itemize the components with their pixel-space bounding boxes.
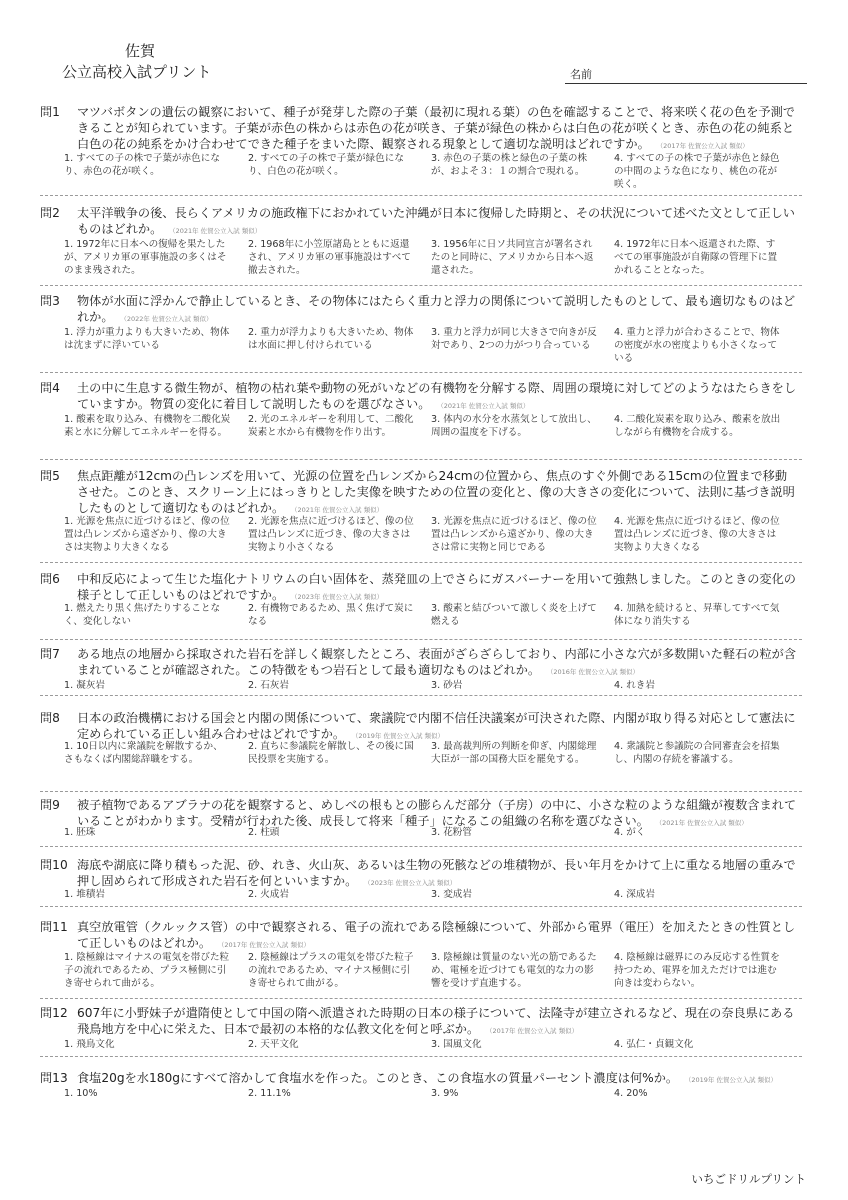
question-source: （2021年 佐賀公立入試 類似） bbox=[658, 819, 748, 827]
question-source: （2023年 佐賀公立入試 類似） bbox=[367, 879, 457, 887]
answer-option-4[interactable]: 4. 衆議院と参議院の合同審査会を招集し、内閣の存続を審議する。 bbox=[614, 741, 780, 765]
question-source: （2021年 佐賀公立入試 類似） bbox=[440, 402, 530, 410]
question-text: 日本の政治機構における国会と内閣の関係について、衆議院で内閣不信任決議案が可決された際、内閣が取り得る対応として憲法に定められている正しい組み合わせはどれですか。 （2019年 佐賀公立入試 類似） bbox=[77, 711, 796, 741]
question-text: 焦点距離が12cmの凸レンズを用いて、光源の位置を凸レンズから24cmの位置から、焦点のすぐ外側である15cmの位置まで移動させた。このとき、スクリーン上にはっきりとした実像を映すための位置の変化と、像の大きさの変化について、法則に基づき説明したものとして適切なものはどれか。 （2021年 佐賀公立入試 類似） bbox=[77, 469, 795, 515]
answer-option-3[interactable]: 3. 光源を焦点に近づけるほど、像の位置は凸レンズから遠ざかり、像の大きさは常に実物と同じである bbox=[431, 516, 597, 553]
answer-option-1[interactable]: 1. 堆積岩 bbox=[64, 889, 105, 900]
question-6 bbox=[40, 571, 802, 640]
answer-option-3[interactable]: 3. 重力と浮力が同じ大きさで向きが反対であり、2つの力がつり合っている bbox=[431, 327, 597, 351]
page-title-prefecture: 佐賀 bbox=[125, 42, 156, 60]
name-label: 名前 bbox=[570, 68, 592, 81]
question-number: 問8 bbox=[40, 711, 60, 725]
question-text: 海底や湖底に降り積もった泥、砂、れき、火山灰、あるいは生物の死骸などの堆積物が、長い年月をかけて上に重なる地層の重みで押し固められて形成された岩石を何といいますか。 （2023年 佐賀公立入試 類似） bbox=[77, 858, 796, 888]
answer-option-3[interactable]: 3. 花粉管 bbox=[431, 827, 472, 838]
answer-option-2[interactable]: 2. 天平文化 bbox=[248, 1039, 299, 1050]
answer-option-3[interactable]: 3. 変成岩 bbox=[431, 889, 472, 900]
answer-option-4[interactable]: 4. すべての子の株で子葉が赤色と緑色の中間のような色になり、桃色の花が咲く。 bbox=[614, 153, 780, 190]
answer-option-2[interactable]: 2. 光のエネルギーを利用して、二酸化炭素と水から有機物を作り出す。 bbox=[248, 414, 414, 438]
answer-option-3[interactable]: 3. 最高裁判所の判断を仰ぎ、内閣総理大臣が一部の国務大臣を罷免する。 bbox=[431, 741, 597, 765]
answer-option-3[interactable]: 3. 砂岩 bbox=[431, 680, 463, 691]
question-11 bbox=[40, 919, 802, 999]
question-source: （2019年 佐賀公立入試 類似） bbox=[355, 732, 445, 740]
question-text: 真空放電管（クルックス管）の中で観察される、電子の流れである陰極線について、外部から電界（電圧）を加えたときの性質として正しいものはどれか。 （2017年 佐賀公立入試 類似） bbox=[77, 920, 796, 950]
question-5 bbox=[40, 468, 802, 563]
answer-option-2[interactable]: 2. 11.1% bbox=[248, 1088, 291, 1099]
question-7 bbox=[40, 646, 802, 696]
answer-option-1[interactable]: 1. 胚珠 bbox=[64, 827, 96, 838]
question-number: 問3 bbox=[40, 294, 60, 308]
question-source: （2022年 佐賀公立入試 類似） bbox=[123, 315, 213, 323]
question-source: （2017年 佐賀公立入試 類似） bbox=[221, 941, 310, 949]
question-text: ある地点の地層から採取された岩石を詳しく観察したところ、表面がざらざらしており、内部に小さな穴が多数開いた軽石の粒が含まれていることが確認された。この特徴をもつ岩石として最も適切なものはどれか。 （2016年 佐賀公立入試 類似） bbox=[77, 647, 797, 677]
page-title: 公立高校入試プリント bbox=[62, 63, 212, 81]
answer-option-4[interactable]: 4. 深成岩 bbox=[614, 889, 655, 900]
answer-option-1[interactable]: 1. 燃えたり黒く焦げたりすることなく、変化しない bbox=[64, 603, 221, 627]
answer-option-2[interactable]: 2. 光源を焦点に近づけるほど、像の位置は凸レンズに近づき、像の大きさは実物より小さくなる bbox=[248, 516, 414, 553]
question-number: 問9 bbox=[40, 798, 60, 812]
answer-option-3[interactable]: 3. 1956年に日ソ共同宣言が署名されたのと同時に、アメリカから日本へ返還された。 bbox=[431, 239, 594, 276]
name-field[interactable] bbox=[565, 83, 807, 84]
answer-option-4[interactable]: 4. れき岩 bbox=[614, 680, 655, 691]
question-number: 問4 bbox=[40, 381, 60, 395]
answer-option-1[interactable]: 1. 光源を焦点に近づけるほど、像の位置は凸レンズから遠ざかり、像の大きさは実物より大きくなる bbox=[64, 516, 230, 553]
question-2 bbox=[40, 205, 802, 286]
question-number: 問5 bbox=[40, 469, 60, 483]
answer-option-3[interactable]: 3. 体内の水分を水蒸気として放出し、周囲の温度を下げる。 bbox=[431, 414, 597, 438]
question-text: 太平洋戦争の後、長らくアメリカの施政権下におかれていた沖縄が日本に復帰した時期と、その状況について述べた文として正しいものはどれか。 （2021年 佐賀公立入試 類似） bbox=[77, 206, 795, 236]
answer-option-4[interactable]: 4. 二酸化炭素を取り込み、酸素を放出しながら有機物を合成する。 bbox=[614, 414, 781, 438]
question-number: 問2 bbox=[40, 206, 60, 220]
question-9 bbox=[40, 797, 802, 847]
answer-option-3[interactable]: 3. 9% bbox=[431, 1088, 459, 1099]
question-number: 問10 bbox=[40, 858, 68, 872]
question-3 bbox=[40, 293, 802, 373]
answer-option-4[interactable]: 4. がく bbox=[614, 827, 646, 838]
answer-option-3[interactable]: 3. 赤色の子葉の株と緑色の子葉の株が、およそ３：１の割合で現れる。 bbox=[431, 153, 588, 177]
answer-option-3[interactable]: 3. 陰極線は質量のない光の筋であるため、電極を近づけても電気的な力の影響を受けず直進する。 bbox=[431, 952, 597, 989]
question-number: 問1 bbox=[40, 105, 60, 119]
question-source: （2017年 佐賀公立入試 類似） bbox=[489, 1027, 579, 1035]
question-text: 物体が水面に浮かんで静止しているとき、その物体にはたらく重力と浮力の関係について説明したものとして、最も適切なものはどれか。 （2022年 佐賀公立入試 類似） bbox=[77, 294, 796, 324]
question-source: （2021年 佐賀公立入試 類似） bbox=[294, 506, 384, 514]
answer-option-1[interactable]: 1. 酸素を取り込み、有機物を二酸化炭素と水に分解してエネルギーを得る。 bbox=[64, 414, 231, 438]
question-8 bbox=[40, 710, 802, 792]
answer-option-4[interactable]: 4. 加熱を続けると、昇華してすべて気体になり消失する bbox=[614, 603, 780, 627]
question-10 bbox=[40, 857, 802, 907]
question-text: 被子植物であるアブラナの花を観察すると、めしべの根もとの膨らんだ部分（子房）の中に、小さな粒のような組織が複数含まれていることがわかります。受精が行われた後、成長して将来「種子」になるこの組織の名称を選びなさい。 （2021年 佐賀公立入試 類似） bbox=[77, 798, 797, 828]
answer-option-1[interactable]: 1. 凝灰岩 bbox=[64, 680, 105, 691]
answer-option-1[interactable]: 1. すべての子の株で子葉が赤色になり、赤色の花が咲く。 bbox=[64, 153, 220, 177]
answer-option-1[interactable]: 1. 飛鳥文化 bbox=[64, 1039, 115, 1050]
answer-option-1[interactable]: 1. 陰極線はマイナスの電気を帯びた粒子の流れであるため、プラス極側に引き寄せられて曲がる。 bbox=[64, 952, 230, 989]
footer-brand: いちごドリルプリント bbox=[691, 1172, 806, 1186]
question-source: （2021年 佐賀公立入試 類似） bbox=[172, 227, 262, 235]
answer-option-4[interactable]: 4. 光源を焦点に近づけるほど、像の位置は凸レンズに近づき、像の大きさは実物より大きくなる bbox=[614, 516, 780, 553]
answer-option-1[interactable]: 1. 10日以内に衆議院を解散するか、さもなくば内閣総辞職をする。 bbox=[64, 741, 223, 765]
question-source: （2017年 佐賀公立入試 類似） bbox=[659, 142, 749, 150]
question-source: （2019年 佐賀公立入試 類似） bbox=[688, 1076, 778, 1084]
question-text: 土の中に生息する微生物が、植物の枯れ葉や動物の死がいなどの有機物を分解する際、周囲の環境に対してどのようなはたらきをしていますか。物質の変化に着目して説明したものを選びなさい。 （2021年 佐賀公立入試 類似） bbox=[77, 381, 797, 411]
question-13 bbox=[40, 1070, 802, 1105]
answer-option-1[interactable]: 1. 浮力が重力よりも大きいため、物体は沈まずに浮いている bbox=[64, 327, 230, 351]
question-number: 問11 bbox=[40, 920, 68, 934]
answer-option-2[interactable]: 2. 柱頭 bbox=[248, 827, 280, 838]
answer-option-1[interactable]: 1. 10% bbox=[64, 1088, 98, 1099]
answer-option-1[interactable]: 1. 1972年に日本への復帰を果たしたが、アメリカ軍の軍事施設の多くはそのまま残された。 bbox=[64, 239, 227, 276]
question-text: 607年に小野妹子が遣隋使として中国の隋へ派遣された時期の日本の様子について、法隆寺が建立されるなど、現在の奈良県にある飛鳥地方を中心に栄えた、日本で最初の本格的な仏教文化を何と呼ぶか。 （2017年 佐賀公立入試 類似） bbox=[77, 1006, 795, 1036]
answer-option-3[interactable]: 3. 酸素と結びついて激しく炎を上げて燃える bbox=[431, 603, 597, 627]
answer-option-3[interactable]: 3. 国風文化 bbox=[431, 1039, 482, 1050]
question-text: 食塩20gを水180gにすべて溶かして食塩水を作った。このとき、この食塩水の質量パーセント濃度は何%か。 （2019年 佐賀公立入試 類似） bbox=[77, 1071, 778, 1085]
question-number: 問12 bbox=[40, 1006, 68, 1020]
answer-option-2[interactable]: 2. すべての子の株で子葉が緑色になり、白色の花が咲く。 bbox=[248, 153, 404, 177]
answer-option-2[interactable]: 2. 火成岩 bbox=[248, 889, 289, 900]
answer-option-4[interactable]: 4. 20% bbox=[614, 1088, 648, 1099]
answer-option-2[interactable]: 2. 1968年に小笠原諸島とともに返還され、アメリカ軍の軍事施設はすべて撤去された。 bbox=[248, 239, 411, 276]
answer-option-4[interactable]: 4. 1972年に日本へ返還された際、すべての軍事施設が自衛隊の管理下に置かれることとなった。 bbox=[614, 239, 778, 276]
question-text: マツバボタンの遺伝の観察において、種子が発芽した際の子葉（最初に現れる葉）の色を確認することで、将来咲く花の色を予測できることが知られています。子葉が赤色の株からは赤色の花が咲き、子葉が緑色の株からは白色の花が咲くとき、赤色の花の純系と白色の花の純系をかけ合わせてできた種子をまいた際、観察される現象として適切な説明はどれですか。 （2017年 佐賀公立入試 類似） bbox=[77, 105, 795, 151]
answer-option-4[interactable]: 4. 弘仁・貞観文化 bbox=[614, 1039, 694, 1050]
question-number: 問7 bbox=[40, 647, 60, 661]
question-12 bbox=[40, 1005, 802, 1057]
question-number: 問13 bbox=[40, 1071, 68, 1085]
answer-option-4[interactable]: 4. 陰極線は磁界にのみ反応する性質を持つため、電界を加えただけでは進む向きは変わらない。 bbox=[614, 952, 780, 989]
question-text: 中和反応によって生じた塩化ナトリウムの白い固体を、蒸発皿の上でさらにガスバーナーを用いて強熱しました。このときの変化の様子として正しいものはどれですか。 （2023年 佐賀公立入試 類似） bbox=[77, 572, 796, 602]
answer-option-2[interactable]: 2. 陰極線はプラスの電気を帯びた粒子の流れであるため、マイナス極側に引き寄せられて曲がる。 bbox=[248, 952, 414, 989]
answer-option-4[interactable]: 4. 重力と浮力が合わさることで、物体の密度が水の密度よりも小さくなっている bbox=[614, 327, 780, 364]
answer-option-2[interactable]: 2. 石灰岩 bbox=[248, 680, 289, 691]
question-number: 問6 bbox=[40, 572, 60, 586]
question-source: （2023年 佐賀公立入試 類似） bbox=[294, 593, 384, 601]
answer-option-2[interactable]: 2. 有機物であるため、黒く焦げて炭になる bbox=[248, 603, 414, 627]
answer-option-2[interactable]: 2. 重力が浮力よりも大きいため、物体は水面に押し付けられている bbox=[248, 327, 414, 351]
answer-option-2[interactable]: 2. 直ちに参議院を解散し、その後に国民投票を実施する。 bbox=[248, 741, 414, 765]
question-source: （2016年 佐賀公立入試 類似） bbox=[550, 668, 640, 676]
question-1 bbox=[40, 104, 802, 196]
question-4 bbox=[40, 380, 802, 460]
